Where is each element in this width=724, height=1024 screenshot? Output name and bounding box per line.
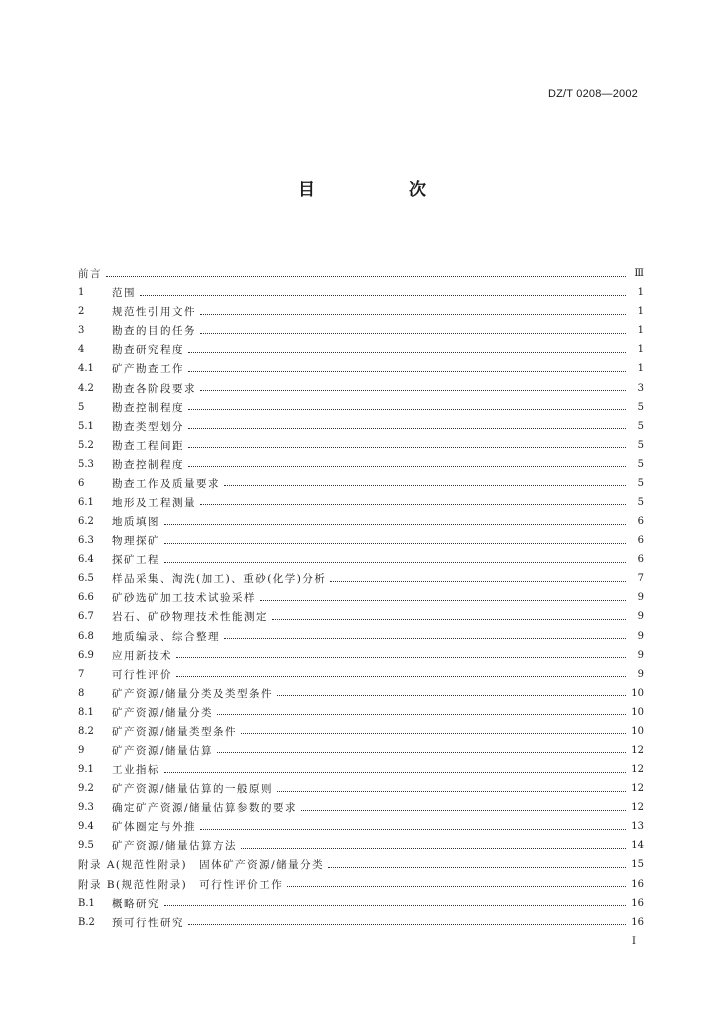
dot-leader bbox=[260, 599, 626, 601]
toc-entry-page: 5 bbox=[637, 401, 644, 413]
dot-leader bbox=[200, 332, 626, 334]
toc-entry[interactable] bbox=[78, 474, 644, 493]
toc-entry-page: 5 bbox=[637, 420, 644, 432]
toc-entry-title: 岩石、矿砂物理技术性能测定 bbox=[112, 611, 268, 624]
dot-leader bbox=[301, 809, 626, 811]
toc-entry-page: 9 bbox=[637, 630, 644, 642]
dot-leader bbox=[277, 694, 626, 696]
toc-entry-title: 矿产资源/储量估算方法 bbox=[112, 840, 238, 853]
toc-entry-title: 工业指标 bbox=[112, 764, 160, 777]
dot-leader bbox=[200, 828, 626, 830]
document-code: DZ/T 0208—2002 bbox=[547, 88, 638, 100]
toc-entry-title: 勘查控制程度 bbox=[112, 458, 184, 471]
toc-entry-title: 勘查的目的任务 bbox=[112, 325, 196, 338]
toc-entry-page: 5 bbox=[637, 477, 644, 489]
toc-entry-page: 1 bbox=[637, 306, 644, 318]
toc-entry-number: 3 bbox=[78, 325, 85, 337]
toc-entry[interactable] bbox=[78, 894, 644, 913]
toc-entry-page: 5 bbox=[637, 458, 644, 470]
toc-entry-page: 3 bbox=[637, 382, 644, 394]
dot-leader bbox=[224, 637, 626, 639]
toc-entry-number: 6.9 bbox=[78, 649, 94, 661]
toc-entry-number: 9.1 bbox=[78, 764, 94, 776]
dot-leader bbox=[188, 351, 626, 353]
toc-entry[interactable] bbox=[78, 703, 644, 722]
dot-leader bbox=[140, 294, 626, 296]
toc-entry-title: 附录 A(规范性附录) 固体矿产资源/储量分类 bbox=[78, 859, 325, 872]
toc-entry-page: 10 bbox=[631, 687, 644, 699]
toc-entry-page: Ⅲ bbox=[634, 268, 644, 280]
toc-entry-title: 可行性评价 bbox=[112, 668, 172, 681]
toc-entry-title: 概略研究 bbox=[112, 897, 160, 910]
dot-leader bbox=[164, 904, 626, 906]
toc-entry[interactable] bbox=[78, 913, 644, 932]
toc-entry-number: 6.1 bbox=[78, 496, 94, 508]
toc-entry-number: 9 bbox=[78, 744, 85, 756]
toc-entry[interactable] bbox=[78, 646, 644, 665]
toc-entry-number: 5.1 bbox=[78, 420, 94, 432]
toc-entry-title: 探矿工程 bbox=[112, 554, 160, 567]
toc-entry-page: 12 bbox=[631, 802, 644, 814]
toc-entry-page: 15 bbox=[631, 859, 644, 871]
toc-entry-page: 10 bbox=[631, 725, 644, 737]
toc-entry-title: 矿体圈定与外推 bbox=[112, 821, 196, 834]
dot-leader bbox=[217, 713, 626, 715]
toc-entry[interactable] bbox=[78, 588, 644, 607]
toc-entry-title: 前言 bbox=[78, 268, 102, 281]
page-title: 目 次 bbox=[298, 180, 470, 200]
toc-entry-page: 16 bbox=[631, 916, 644, 928]
toc-entry[interactable] bbox=[78, 684, 644, 703]
toc-entry-number: 8.1 bbox=[78, 706, 94, 718]
dot-leader bbox=[277, 790, 626, 792]
toc-entry[interactable] bbox=[78, 493, 644, 512]
toc-entry[interactable] bbox=[78, 359, 644, 378]
toc-entry-page: 1 bbox=[637, 325, 644, 337]
toc-entry-page: 16 bbox=[631, 897, 644, 909]
toc-entry[interactable] bbox=[78, 531, 644, 550]
toc-entry-title: 附录 B(规范性附录) 可行性评价工作 bbox=[78, 878, 284, 891]
toc-entry-page: 9 bbox=[637, 668, 644, 680]
toc-entry[interactable] bbox=[78, 626, 644, 645]
toc-entry-number: 6 bbox=[78, 477, 85, 489]
toc-entry-title: 地形及工程测量 bbox=[112, 496, 196, 509]
toc-entry-number: 6.8 bbox=[78, 630, 94, 642]
dot-leader bbox=[164, 523, 626, 525]
toc-entry[interactable] bbox=[78, 398, 644, 417]
toc-entry[interactable] bbox=[78, 340, 644, 359]
toc-entry-number: B.2 bbox=[78, 916, 95, 928]
toc-entry-number: 8.2 bbox=[78, 725, 94, 737]
page-number: Ⅰ bbox=[632, 936, 636, 947]
toc-entry[interactable] bbox=[78, 779, 644, 798]
dot-leader bbox=[272, 618, 626, 620]
toc-entry-number: 6.4 bbox=[78, 554, 94, 566]
toc-entry-page: 12 bbox=[631, 744, 644, 756]
toc-entry-page: 5 bbox=[637, 439, 644, 451]
toc-entry-number: 9.4 bbox=[78, 821, 94, 833]
dot-leader bbox=[188, 923, 626, 925]
toc-entry-page: 7 bbox=[637, 573, 644, 585]
dot-leader bbox=[330, 580, 626, 582]
toc-entry-title: 确定矿产资源/储量估算参数的要求 bbox=[112, 802, 298, 815]
toc-entry-number: B.1 bbox=[78, 897, 95, 909]
dot-leader bbox=[164, 542, 626, 544]
toc-entry-title: 勘查工程间距 bbox=[112, 439, 184, 452]
toc-entry-title: 勘查工作及质量要求 bbox=[112, 477, 220, 490]
dot-leader bbox=[241, 847, 626, 849]
toc-entry-page: 9 bbox=[637, 649, 644, 661]
toc-entry-number: 5.2 bbox=[78, 439, 94, 451]
dot-leader bbox=[200, 503, 626, 505]
dot-leader bbox=[176, 656, 626, 658]
dot-leader bbox=[106, 275, 626, 277]
toc-entry-title: 矿产资源/储量估算的一般原则 bbox=[112, 783, 274, 796]
toc-entry-number: 5 bbox=[78, 401, 85, 413]
toc-entry[interactable] bbox=[78, 302, 644, 321]
toc-entry-number: 6.7 bbox=[78, 611, 94, 623]
dot-leader bbox=[164, 771, 626, 773]
toc-entry-page: 6 bbox=[637, 516, 644, 528]
toc-entry-title: 范围 bbox=[112, 287, 136, 300]
toc-entry[interactable] bbox=[78, 264, 644, 283]
dot-leader bbox=[200, 313, 626, 315]
toc-entry-title: 勘查研究程度 bbox=[112, 344, 184, 357]
toc-entry-number: 9.3 bbox=[78, 802, 94, 814]
toc-entry-page: 10 bbox=[631, 706, 644, 718]
toc-entry-title: 矿砂选矿加工技术试验采样 bbox=[112, 592, 256, 605]
dot-leader bbox=[176, 675, 626, 677]
toc-entry[interactable] bbox=[78, 569, 644, 588]
toc-entry[interactable] bbox=[78, 321, 644, 340]
toc-entry-page: 14 bbox=[631, 840, 644, 852]
toc-entry[interactable] bbox=[78, 665, 644, 684]
toc-entry-number: 9.5 bbox=[78, 840, 94, 852]
toc-entry-page: 1 bbox=[637, 344, 644, 356]
toc-entry-page: 1 bbox=[637, 287, 644, 299]
toc-entry-page: 16 bbox=[631, 878, 644, 890]
toc-entry[interactable] bbox=[78, 417, 644, 436]
toc-entry-number: 6.6 bbox=[78, 592, 94, 604]
toc-entry-number: 4 bbox=[78, 344, 85, 356]
dot-leader bbox=[188, 427, 626, 429]
toc-entry-number: 4.2 bbox=[78, 382, 94, 394]
toc-entry[interactable] bbox=[78, 760, 644, 779]
toc-entry-title: 样品采集、淘洗(加工)、重砂(化学)分析 bbox=[112, 573, 327, 586]
toc-entry-number: 6.5 bbox=[78, 573, 94, 585]
toc-entry[interactable] bbox=[78, 875, 644, 894]
toc-entry-title: 应用新技术 bbox=[112, 649, 172, 662]
toc-entry-title: 矿产资源/储量分类 bbox=[112, 706, 214, 719]
toc-entry[interactable] bbox=[78, 378, 644, 397]
dot-leader bbox=[217, 751, 626, 753]
toc-entry[interactable] bbox=[78, 436, 644, 455]
toc-entry[interactable] bbox=[78, 855, 644, 874]
toc-entry[interactable] bbox=[78, 512, 644, 531]
toc-entry-page: 12 bbox=[631, 764, 644, 776]
toc-entry-page: 6 bbox=[637, 535, 644, 547]
toc-entry-page: 13 bbox=[631, 821, 644, 833]
table-of-contents bbox=[78, 264, 644, 932]
toc-entry[interactable] bbox=[78, 798, 644, 817]
toc-entry[interactable] bbox=[78, 817, 644, 836]
toc-entry[interactable] bbox=[78, 836, 644, 855]
toc-entry[interactable] bbox=[78, 283, 644, 302]
toc-entry-number: 4.1 bbox=[78, 363, 94, 375]
toc-entry-page: 9 bbox=[637, 611, 644, 623]
toc-entry-title: 地质编录、综合整理 bbox=[112, 630, 220, 643]
toc-entry-title: 地质填图 bbox=[112, 516, 160, 529]
toc-entry-number: 2 bbox=[78, 306, 85, 318]
toc-entry-page: 6 bbox=[637, 554, 644, 566]
toc-entry-number: 7 bbox=[78, 668, 85, 680]
toc-entry-number: 9.2 bbox=[78, 783, 94, 795]
dot-leader bbox=[200, 389, 626, 391]
toc-entry-title: 规范性引用文件 bbox=[112, 306, 196, 319]
toc-entry-page: 9 bbox=[637, 592, 644, 604]
toc-entry-title: 勘查类型划分 bbox=[112, 420, 184, 433]
dot-leader bbox=[164, 561, 626, 563]
toc-entry-title: 预可行性研究 bbox=[112, 916, 184, 929]
toc-entry[interactable] bbox=[78, 455, 644, 474]
dot-leader bbox=[241, 732, 626, 734]
toc-entry[interactable] bbox=[78, 550, 644, 569]
dot-leader bbox=[224, 484, 626, 486]
dot-leader bbox=[188, 370, 626, 372]
toc-entry-title: 矿产资源/储量估算 bbox=[112, 744, 214, 757]
toc-entry-number: 8 bbox=[78, 687, 85, 699]
toc-entry-number: 6.3 bbox=[78, 535, 94, 547]
toc-entry-title: 物理探矿 bbox=[112, 535, 160, 548]
toc-entry-title: 勘查各阶段要求 bbox=[112, 382, 196, 395]
dot-leader bbox=[188, 446, 626, 448]
dot-leader bbox=[188, 465, 626, 467]
toc-entry[interactable] bbox=[78, 722, 644, 741]
toc-entry-number: 6.2 bbox=[78, 516, 94, 528]
toc-entry-page: 5 bbox=[637, 496, 644, 508]
dot-leader bbox=[287, 885, 626, 887]
toc-entry-number: 5.3 bbox=[78, 458, 94, 470]
toc-entry-number: 1 bbox=[78, 287, 85, 299]
dot-leader bbox=[188, 408, 626, 410]
toc-entry[interactable] bbox=[78, 741, 644, 760]
toc-entry[interactable] bbox=[78, 607, 644, 626]
toc-entry-title: 矿产资源/储量类型条件 bbox=[112, 725, 238, 738]
toc-entry-page: 12 bbox=[631, 783, 644, 795]
toc-entry-page: 1 bbox=[637, 363, 644, 375]
dot-leader bbox=[328, 866, 626, 868]
toc-entry-title: 矿产勘查工作 bbox=[112, 363, 184, 376]
toc-entry-title: 勘查控制程度 bbox=[112, 401, 184, 414]
toc-entry-title: 矿产资源/储量分类及类型条件 bbox=[112, 687, 274, 700]
